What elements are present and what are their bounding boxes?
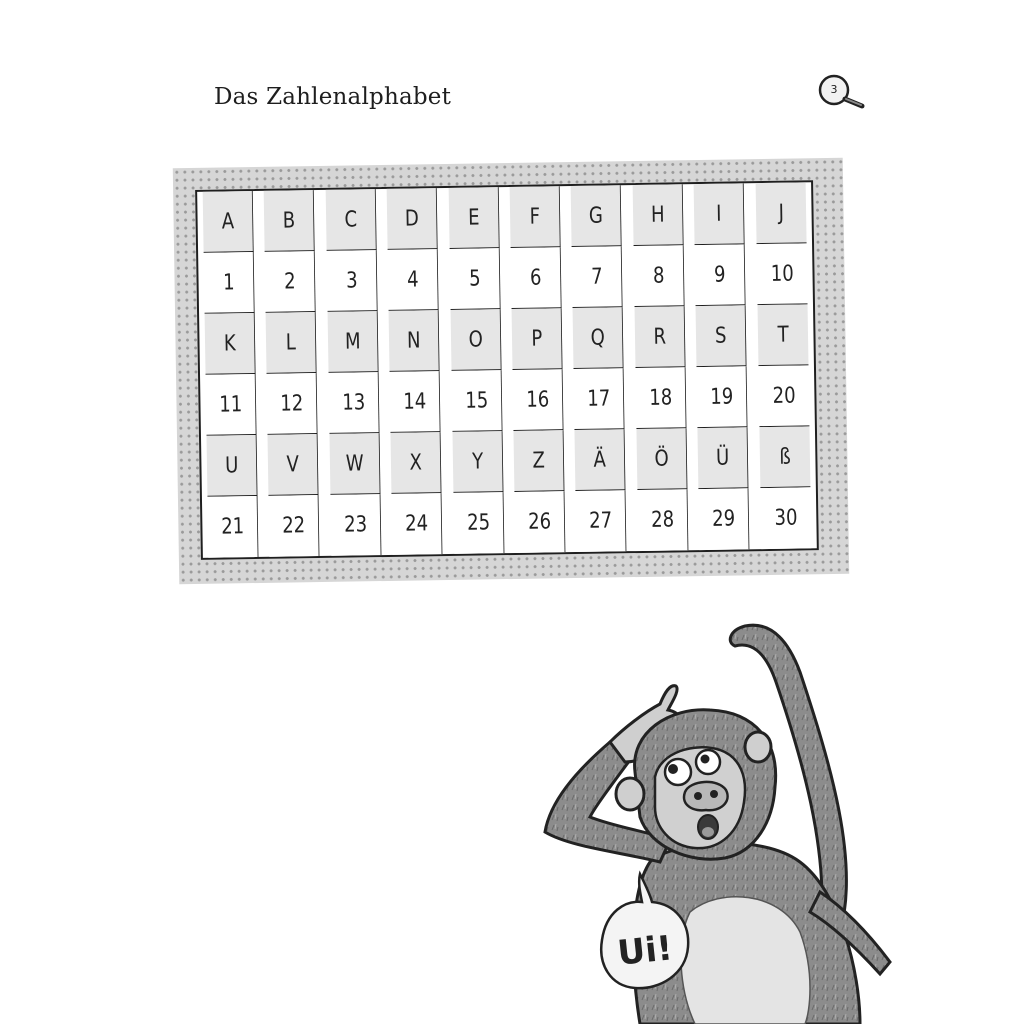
number-cell: 12 (267, 373, 318, 435)
number-cell: 25 (453, 492, 504, 554)
letter-cell: H (632, 184, 683, 246)
letter-cell: W (329, 433, 380, 495)
number-cell: 7 (572, 246, 623, 308)
letter-cell: C (325, 189, 376, 251)
alphabet-board (173, 158, 849, 584)
letter-cell: R (634, 306, 685, 368)
monkey-illustration (530, 612, 900, 1024)
letter-cell: Ü (698, 427, 749, 489)
letter-cell: J (755, 182, 806, 244)
page-title: Das Zahlenalphabet (214, 84, 452, 110)
letter-cell: N (389, 310, 440, 372)
letter-cell: F (510, 186, 561, 248)
letter-cell: V (268, 434, 319, 496)
letter-cell: B (264, 190, 315, 252)
letter-cell: M (327, 311, 378, 373)
speech-bubble-text: Ui! (615, 928, 675, 974)
number-cell: 13 (328, 372, 379, 434)
letter-cell: G (571, 185, 622, 247)
number-cell: 21 (207, 496, 258, 558)
letter-cell: T (757, 304, 808, 366)
letter-cell: A (203, 191, 254, 253)
letter-cell: E (448, 187, 499, 249)
letter-cell: O (450, 309, 501, 371)
number-cell: 20 (758, 365, 809, 427)
letter-cell: P (512, 308, 563, 370)
number-cell: 28 (637, 489, 688, 551)
letter-cell: Ö (636, 428, 687, 490)
letter-cell: Ä (575, 429, 626, 491)
number-cell: 22 (269, 495, 320, 557)
number-cell: 30 (760, 487, 811, 549)
number-cell: 8 (633, 245, 684, 307)
number-cell: 17 (574, 368, 625, 430)
letter-cell: S (696, 305, 747, 367)
alphabet-table (195, 180, 819, 560)
letter-cell: ß (759, 426, 810, 488)
number-cell: 2 (265, 251, 316, 313)
letter-cell: L (266, 312, 317, 374)
number-cell: 14 (390, 371, 441, 433)
letter-cell: I (694, 183, 745, 245)
letter-cell: X (391, 432, 442, 494)
number-cell: 1 (204, 252, 255, 314)
number-cell: 29 (699, 488, 750, 550)
number-cell: 3 (326, 250, 377, 312)
number-cell: 16 (513, 369, 564, 431)
number-cell: 15 (451, 370, 502, 432)
letter-cell: Q (573, 307, 624, 369)
number-cell: 24 (392, 493, 443, 555)
number-cell: 4 (388, 249, 439, 311)
letter-cell: D (387, 188, 438, 250)
letter-cell: Z (513, 430, 564, 492)
number-cell: 18 (635, 367, 686, 429)
letter-cell: K (205, 313, 256, 375)
page-number-badge (816, 68, 872, 114)
number-cell: 10 (756, 243, 807, 305)
number-cell: 19 (697, 366, 748, 428)
letter-cell: U (207, 435, 258, 497)
number-cell: 5 (449, 248, 500, 310)
number-cell: 6 (511, 247, 562, 309)
number-cell: 23 (330, 494, 381, 556)
number-cell: 27 (576, 490, 627, 552)
number-cell: 11 (206, 374, 257, 436)
number-cell: 9 (695, 244, 746, 306)
letter-cell: Y (452, 431, 503, 493)
number-cell: 26 (514, 491, 565, 553)
page-number: 3 (830, 83, 838, 96)
